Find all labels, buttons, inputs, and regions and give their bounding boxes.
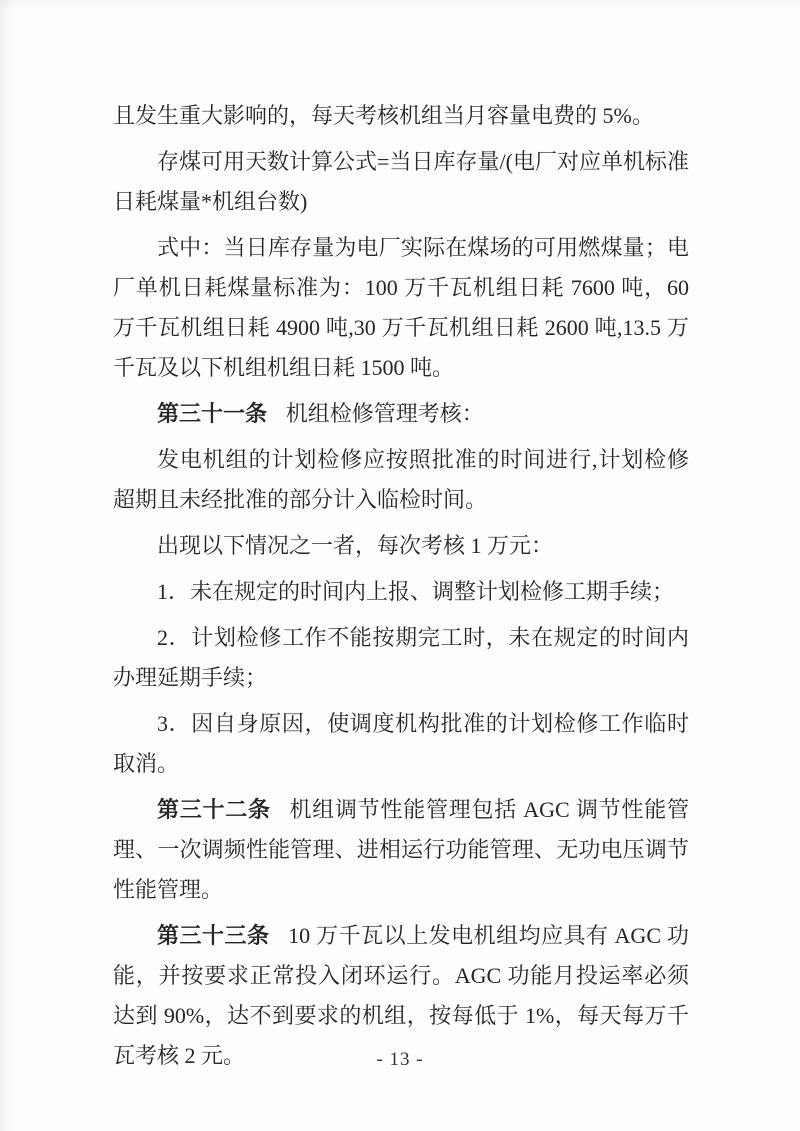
article-heading: 第三十一条 (157, 401, 268, 426)
paragraph-text: 10 万千瓦以上发电机组均应具有 AGC 功能，并按要求正常投入闭环运行。AGC 功能月投运率必须达到 90%，达不到要求的机组，按每低于 1%，每天每万千瓦考核 2 元。 (113, 923, 689, 1068)
paragraph-text: 2．计划检修工作不能按期完工时，未在规定的时间内办理延期手续； (113, 625, 689, 690)
paragraph (113, 394, 689, 434)
paragraph-text: 发电机组的计划检修应按照批准的时间进行,计划检修超期且未经批准的部分计入临检时间。 (113, 447, 689, 512)
paragraph (113, 440, 689, 520)
paragraph-text: 3．因自身原因，使调度机构批准的计划检修工作临时取消。 (113, 711, 689, 776)
document-body (113, 96, 689, 1082)
paragraph (113, 96, 689, 136)
paragraph-text: 机组检修管理考核： (285, 401, 484, 426)
paragraph (113, 618, 689, 698)
article-heading: 第三十三条 (157, 923, 270, 948)
paragraph-text: 机组调节性能管理包括 AGC 调节性能管理、一次调频性能管理、进相运行功能管理、无功电压调节性能管理。 (113, 797, 689, 902)
paragraph (113, 704, 689, 784)
paragraph (113, 526, 689, 566)
paragraph-text: 存煤可用天数计算公式=当日库存量/(电厂对应单机标准日耗煤量*机组台数) (113, 149, 689, 214)
paragraph (113, 790, 689, 910)
page-number: - 13 - (376, 1049, 424, 1070)
article-heading: 第三十二条 (157, 797, 271, 822)
paragraph (113, 142, 689, 222)
paragraph-text: 式中：当日库存量为电厂实际在煤场的可用燃煤量；电厂单机日耗煤量标准为：100 万千瓦机组日耗 7600 吨，60 万千瓦机组日耗 4900 吨,30 万千瓦机组日耗 2600 吨,13.5 万千瓦及以下机组机组日耗 1500 吨。 (113, 235, 689, 380)
paragraph-text: 且发生重大影响的，每天考核机组当月容量电费的 5%。 (113, 103, 654, 128)
paragraph-text: 出现以下情况之一者，每次考核 1 万元： (157, 533, 554, 558)
paragraph-text: 1．未在规定的时间内上报、调整计划检修工期手续； (157, 579, 675, 604)
paragraph (113, 228, 689, 388)
paragraph (113, 572, 689, 612)
